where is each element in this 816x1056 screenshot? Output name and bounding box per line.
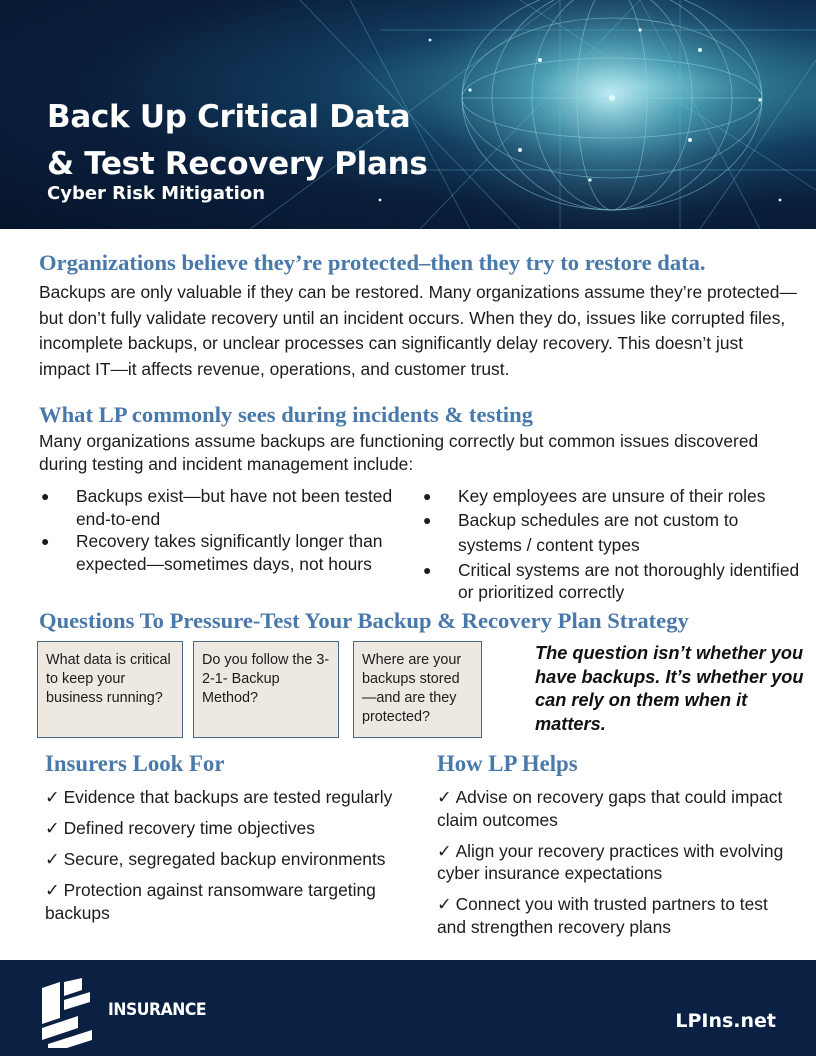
incident-list-left — [39, 485, 419, 575]
lp-helps-heading: How LP Helps — [437, 751, 578, 776]
pull-quote: The question isn’t whether you have backups. It’s whether you can rely on them when it matters. — [535, 643, 804, 734]
list-item: ✓ Defined recovery time objectives — [45, 818, 315, 838]
list-item: ✓ Connect you with trusted partners to test and strengthen recovery plans — [437, 894, 768, 937]
list-item: ● Recovery takes significantly longer than expected—sometimes days, not hours — [39, 530, 419, 575]
check-icon: ✓ — [45, 787, 60, 807]
list-item: ● Backups exist—but have not been tested end-to-end — [39, 485, 419, 530]
section-heading-protected: Organizations believe they’re protected–then they try to restore data. — [39, 250, 706, 275]
list-item: ✓ Align your recovery practices with evolving cyber insurance expectations — [437, 840, 784, 883]
incident-list-right — [421, 485, 801, 604]
insurers-list — [45, 786, 425, 933]
section-body-protected: Backups are only valuable if they can be restored. Many organizations assume they’re protected—but don’t fully validate recovery until an incident occurs. When they do, issues like corrupted files, incomplete backups, or unclear processes can significantly delay recovery. This doesn’t just impact IT—it affects revenue, operations, and customer trust. — [39, 282, 797, 379]
list-item: ● Key employees are unsure of their roles — [421, 485, 801, 508]
list-item: ✓ Secure, segregated backup environments — [45, 849, 386, 869]
question-card: Where are your backups stored—and are they protected? — [353, 641, 482, 738]
list-item: ● Backup schedules are not custom to systems / content types — [421, 508, 801, 559]
question-card: What data is critical to keep your business running? — [37, 641, 183, 738]
section-intro-incidents: Many organizations assume backups are functioning correctly but common issues discovered during testing and incident management include: — [39, 431, 759, 474]
question-card: Do you follow the 3-2-1- Backup Method? — [193, 641, 339, 738]
section-heading-questions: Questions To Pressure-Test Your Backup & Recovery Plan Strategy — [39, 608, 689, 633]
list-item: ● Critical systems are not thoroughly identified or prioritized correctly — [421, 559, 801, 604]
check-icon: ✓ — [45, 818, 60, 838]
section-heading-incidents: What LP commonly sees during incidents & testing — [39, 402, 533, 427]
list-item: ✓ Protection against ransomware targeting backups — [45, 880, 376, 923]
check-icon: ✓ — [437, 840, 452, 861]
list-item: ✓ Advise on recovery gaps that could impact claim outcomes — [437, 787, 783, 830]
hero-banner — [0, 0, 816, 229]
title-line-2: & Test Recovery Plans — [47, 146, 428, 182]
page-subtitle: Cyber Risk Mitigation — [47, 183, 266, 204]
website-link[interactable]: LPIns.net — [675, 1010, 776, 1032]
check-icon: ✓ — [437, 894, 452, 914]
list-item: ✓ Evidence that backups are tested regularly — [45, 787, 393, 807]
check-icon: ✓ — [45, 880, 60, 900]
lp-helps-list — [437, 786, 787, 947]
title-line-1: Back Up Critical Data — [47, 99, 411, 135]
insurers-heading: Insurers Look For — [45, 751, 225, 776]
footer — [0, 960, 816, 1056]
lp-logo-icon — [38, 978, 98, 1048]
page-title — [47, 94, 607, 188]
check-icon: ✓ — [45, 849, 60, 869]
brand-name: INSURANCE — [108, 1000, 207, 1020]
check-icon: ✓ — [437, 787, 452, 807]
